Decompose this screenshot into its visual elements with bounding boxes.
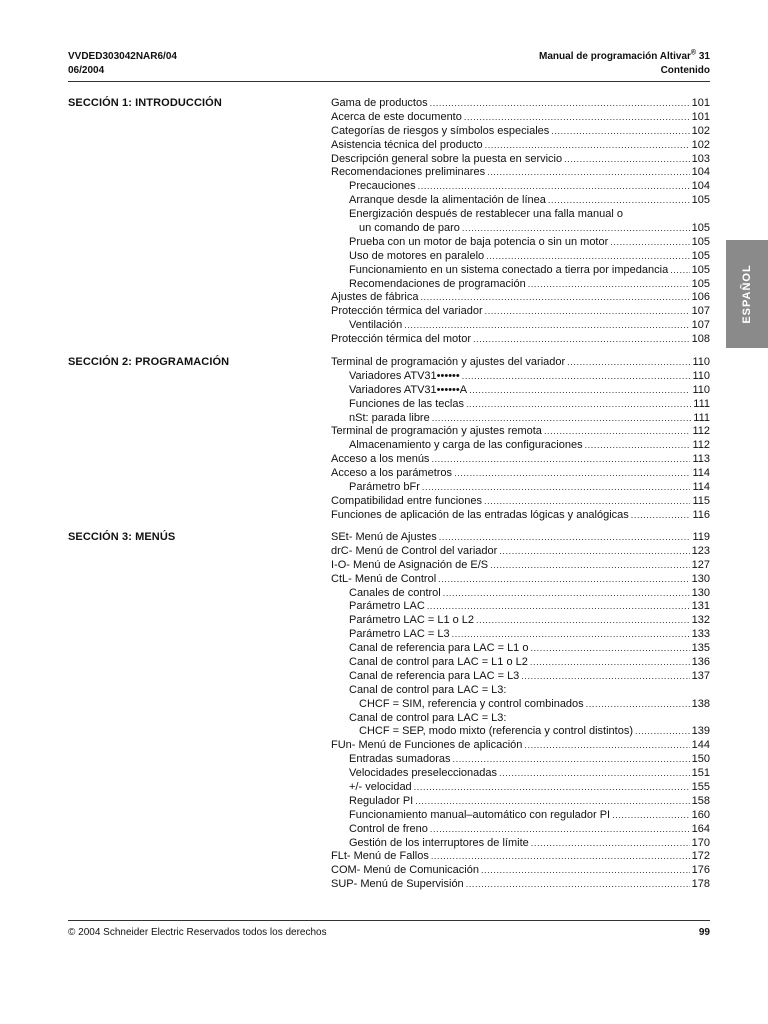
toc-entry-title: Ajustes de fábrica bbox=[331, 291, 419, 304]
toc-dot-leader bbox=[612, 809, 690, 823]
toc-entry bbox=[331, 809, 710, 823]
toc-entry-page: 112 bbox=[692, 425, 710, 438]
toc-entry-title: Entradas sumadoras bbox=[349, 753, 451, 766]
toc-entry bbox=[331, 545, 710, 559]
toc-entry bbox=[331, 305, 710, 319]
toc-entry bbox=[331, 250, 710, 264]
toc-entry bbox=[331, 495, 710, 509]
toc-entry bbox=[331, 236, 710, 250]
toc-entry bbox=[331, 795, 710, 809]
toc-dot-leader bbox=[499, 767, 690, 781]
toc-entry-page: 172 bbox=[691, 850, 710, 863]
toc-entry-page: 151 bbox=[691, 767, 710, 780]
toc-dot-leader bbox=[524, 739, 689, 753]
toc-entry-page: 130 bbox=[691, 572, 710, 585]
toc-dot-leader bbox=[567, 356, 690, 370]
toc-entry bbox=[331, 222, 710, 236]
toc-entry bbox=[331, 153, 710, 167]
toc-entry-page: 150 bbox=[691, 753, 710, 766]
toc-entry-page: 108 bbox=[691, 333, 710, 346]
toc-entry bbox=[331, 194, 710, 208]
toc-entry bbox=[331, 573, 710, 587]
toc-dot-leader bbox=[530, 642, 689, 656]
toc-dot-leader bbox=[485, 139, 690, 153]
manual-title: Manual de programación Altivar® 31 bbox=[539, 49, 710, 62]
toc-entry bbox=[331, 180, 710, 194]
toc-entry bbox=[331, 642, 710, 656]
toc-entry bbox=[331, 97, 710, 111]
section-3-toc bbox=[331, 531, 710, 892]
toc-entry-title: Protección térmica del variador bbox=[331, 305, 483, 318]
toc-dot-leader bbox=[430, 823, 690, 837]
toc-dot-leader bbox=[466, 878, 690, 892]
language-tab bbox=[726, 240, 768, 348]
toc-dot-leader bbox=[473, 333, 690, 347]
toc-entry-page: 111 bbox=[693, 411, 710, 424]
toc-entry bbox=[331, 264, 710, 278]
toc-entry-title: Gama de productos bbox=[331, 97, 428, 109]
toc-entry-page: 101 bbox=[691, 97, 710, 109]
toc-entry bbox=[331, 767, 710, 781]
toc-entry-page: 170 bbox=[691, 836, 710, 849]
toc-entry-title: Funciones de las teclas bbox=[349, 397, 464, 410]
toc-entry bbox=[331, 656, 710, 670]
toc-entry-title: Compatibilidad entre funciones bbox=[331, 494, 483, 507]
toc-entry-page: 102 bbox=[691, 138, 710, 151]
toc-entry-page: 158 bbox=[691, 794, 710, 807]
toc-entry bbox=[331, 781, 710, 795]
toc-entry-page: 105 bbox=[691, 194, 710, 207]
toc-entry-title: Prueba con un motor de baja potencia o sin un motor bbox=[349, 235, 609, 248]
toc-entry-title: I-O- Menú de Asignación de E/S bbox=[331, 558, 489, 571]
toc-entry-page: 155 bbox=[691, 781, 710, 794]
toc-entry-page: 105 bbox=[691, 222, 710, 235]
toc-dot-leader bbox=[420, 291, 689, 305]
toc-entry-page: 110 bbox=[692, 383, 710, 396]
toc-entry bbox=[331, 125, 710, 139]
toc-dot-leader bbox=[485, 305, 690, 319]
document-header-right bbox=[539, 50, 710, 78]
toc-entry-page: 105 bbox=[691, 249, 710, 262]
toc-dot-leader bbox=[521, 670, 689, 684]
toc-dot-leader bbox=[466, 398, 691, 412]
footer-divider bbox=[68, 920, 710, 921]
toc-entry bbox=[331, 356, 710, 370]
toc-entry-page: 105 bbox=[691, 263, 710, 276]
toc-entry-page: 135 bbox=[691, 642, 710, 655]
toc-entry bbox=[331, 587, 710, 601]
toc-entry-title: Variadores ATV31•••••• bbox=[349, 369, 460, 382]
header-divider bbox=[68, 81, 710, 82]
toc-entry-title: Asistencia técnica del producto bbox=[331, 138, 483, 151]
document-date: 06/2004 bbox=[68, 65, 105, 76]
toc-dot-leader bbox=[585, 439, 691, 453]
section-2-toc bbox=[331, 356, 710, 523]
toc-dot-leader bbox=[486, 250, 690, 264]
toc-entry bbox=[331, 864, 710, 878]
toc-entry-page: 176 bbox=[691, 864, 710, 877]
toc-entry-title: Gestión de los interruptores de límite bbox=[349, 836, 529, 849]
toc-entry-title: CHCF = SIM, referencia y control combinados bbox=[359, 697, 584, 710]
toc-dot-leader bbox=[439, 531, 691, 545]
toc-entry-title: Parámetro LAC = L3 bbox=[349, 628, 450, 641]
toc-dot-leader bbox=[404, 319, 689, 333]
toc-entry-title: Parámetro LAC bbox=[349, 600, 425, 613]
toc-dot-leader bbox=[418, 180, 690, 194]
toc-entry-title: Terminal de programación y ajustes del variador bbox=[331, 356, 566, 368]
toc-entry-title: nSt: parada libre bbox=[349, 411, 430, 424]
toc-entry-page: 112 bbox=[692, 439, 710, 452]
toc-entry bbox=[331, 291, 710, 305]
toc-entry-page: 131 bbox=[691, 600, 710, 613]
toc-dot-leader bbox=[452, 628, 690, 642]
toc-dot-leader bbox=[432, 412, 692, 426]
toc-entry-page: 102 bbox=[691, 124, 710, 137]
toc-entry bbox=[331, 208, 710, 222]
toc-dot-leader bbox=[431, 850, 690, 864]
toc-dot-leader bbox=[430, 97, 690, 111]
toc-entry bbox=[331, 166, 710, 180]
toc-entry-title: Protección térmica del motor bbox=[331, 333, 471, 346]
toc-dot-leader bbox=[453, 753, 690, 767]
toc-entry bbox=[331, 712, 710, 726]
toc-entry bbox=[331, 398, 710, 412]
toc-dot-leader bbox=[528, 278, 690, 292]
toc-entry-title: un comando de paro bbox=[359, 222, 460, 235]
toc-dot-leader bbox=[631, 509, 691, 523]
toc-entry-page: 116 bbox=[692, 508, 710, 521]
toc-entry-page: 139 bbox=[691, 725, 710, 738]
toc-entry-page: 105 bbox=[691, 235, 710, 248]
toc-dot-leader bbox=[610, 236, 689, 250]
language-tab-label: ESPAÑOL bbox=[741, 264, 753, 324]
footer-copyright: © 2004 Schneider Electric Reservados todos los derechos bbox=[68, 927, 327, 938]
toc-entry-title: Precauciones bbox=[349, 180, 416, 193]
toc-dot-leader bbox=[531, 837, 690, 851]
toc-entry bbox=[331, 698, 710, 712]
toc-dot-leader bbox=[564, 153, 690, 167]
toc-entry-title: CtL- Menú de Control bbox=[331, 572, 437, 585]
toc-entry-title: Recomendaciones de programación bbox=[349, 277, 526, 290]
toc-entry-title: Acerca de este documento bbox=[331, 110, 462, 123]
toc-entry bbox=[331, 850, 710, 864]
toc-entry bbox=[331, 370, 710, 384]
toc-entry-page: 114 bbox=[692, 467, 710, 480]
toc-entry-title: CHCF = SEP, modo mixto (referencia y control distintos) bbox=[359, 725, 633, 738]
toc-entry-title: FUn- Menú de Funciones de aplicación bbox=[331, 739, 523, 752]
toc-entry-title: Control de freno bbox=[349, 822, 428, 835]
toc-entry-title: Canal de referencia para LAC = L1 o bbox=[349, 642, 529, 655]
toc-entry-title: Uso de motores en paralelo bbox=[349, 249, 485, 262]
toc-entry-title: Parámetro bFr bbox=[349, 481, 420, 494]
toc-entry-page: 136 bbox=[691, 656, 710, 669]
toc-entry-title: FLt- Menú de Fallos bbox=[331, 850, 429, 863]
toc-entry bbox=[331, 384, 710, 398]
toc-dot-leader bbox=[469, 384, 690, 398]
toc-entry-title: Canal de referencia para LAC = L3 bbox=[349, 669, 520, 682]
toc-entry-page: 104 bbox=[691, 180, 710, 193]
toc-entry-title: Acceso a los parámetros bbox=[331, 467, 453, 480]
toc-entry-page: 101 bbox=[691, 110, 710, 123]
toc-dot-leader bbox=[499, 545, 689, 559]
section-1-toc bbox=[331, 97, 710, 347]
toc-dot-leader bbox=[415, 795, 689, 809]
toc-dot-leader bbox=[670, 264, 689, 278]
toc-entry bbox=[331, 628, 710, 642]
toc-entry-page: 160 bbox=[691, 808, 710, 821]
toc-entry-title: drC- Menú de Control del variador bbox=[331, 544, 498, 557]
section-3-title: SECCIÓN 3: MENÚS bbox=[68, 531, 176, 543]
toc-entry-page: 104 bbox=[691, 166, 710, 179]
toc-entry-title: Acceso a los menús bbox=[331, 453, 430, 466]
toc-dot-leader bbox=[551, 125, 689, 139]
toc-entry-page: 130 bbox=[691, 586, 710, 599]
toc-dot-leader bbox=[462, 222, 690, 236]
toc-entry-page: 107 bbox=[691, 319, 710, 332]
toc-dot-leader bbox=[443, 587, 690, 601]
toc-entry-page: 113 bbox=[692, 453, 710, 466]
toc-entry bbox=[331, 333, 710, 347]
toc-entry-title: Recomendaciones preliminares bbox=[331, 166, 486, 179]
toc-entry bbox=[331, 139, 710, 153]
toc-dot-leader bbox=[454, 467, 690, 481]
toc-entry bbox=[331, 319, 710, 333]
toc-entry bbox=[331, 509, 710, 523]
toc-dot-leader bbox=[484, 495, 690, 509]
toc-entry-title: Variadores ATV31••••••A bbox=[349, 383, 468, 396]
toc-entry bbox=[331, 467, 710, 481]
toc-dot-leader bbox=[548, 194, 690, 208]
toc-dot-leader bbox=[422, 481, 691, 495]
toc-entry-title: Categorías de riesgos y símbolos especiales bbox=[331, 124, 550, 137]
toc-entry bbox=[331, 878, 710, 892]
toc-entry-page: 114 bbox=[692, 481, 710, 494]
toc-entry bbox=[331, 531, 710, 545]
toc-entry bbox=[331, 739, 710, 753]
toc-entry-page: 119 bbox=[692, 531, 710, 543]
toc-entry-title: Velocidades preseleccionadas bbox=[349, 767, 497, 780]
toc-entry-title: Canal de control para LAC = L1 o L2 bbox=[349, 656, 528, 669]
toc-entry bbox=[331, 453, 710, 467]
page-number: 99 bbox=[698, 927, 710, 938]
toc-dot-leader bbox=[438, 573, 689, 587]
toc-entry-title: Parámetro LAC = L1 o L2 bbox=[349, 614, 475, 627]
toc-entry-page: 164 bbox=[691, 822, 710, 835]
section-1-title: SECCIÓN 1: INTRODUCCIÓN bbox=[68, 97, 222, 109]
toc-entry bbox=[331, 837, 710, 851]
toc-entry-title: Canales de control bbox=[349, 586, 441, 599]
toc-entry-page: 178 bbox=[691, 878, 710, 891]
toc-dot-leader bbox=[476, 614, 690, 628]
toc-entry-page: 144 bbox=[691, 739, 710, 752]
toc-entry bbox=[331, 753, 710, 767]
toc-entry-page: 103 bbox=[691, 152, 710, 165]
toc-entry-title: SEt- Menú de Ajustes bbox=[331, 531, 437, 543]
toc-entry-title: Terminal de programación y ajustes remota bbox=[331, 425, 542, 438]
toc-entry-title: Energización después de restablecer una falla manual o bbox=[349, 208, 623, 221]
toc-entry-title: Canal de control para LAC = L3: bbox=[349, 683, 507, 696]
toc-entry-page: 106 bbox=[691, 291, 710, 304]
toc-entry bbox=[331, 425, 710, 439]
toc-dot-leader bbox=[431, 453, 690, 467]
toc-entry-title: +/- velocidad bbox=[349, 781, 412, 794]
toc-entry-page: 110 bbox=[692, 356, 710, 368]
toc-entry-page: 137 bbox=[691, 669, 710, 682]
toc-entry-title: Arranque desde la alimentación de línea bbox=[349, 194, 546, 207]
toc-dot-leader bbox=[487, 166, 690, 180]
toc-entry bbox=[331, 481, 710, 495]
toc-entry-page: 127 bbox=[691, 558, 710, 571]
toc-dot-leader bbox=[462, 370, 691, 384]
toc-dot-leader bbox=[414, 781, 690, 795]
toc-entry-title: Canal de control para LAC = L3: bbox=[349, 711, 507, 724]
toc-entry-title: Ventilación bbox=[349, 319, 403, 332]
toc-entry-title: Funcionamiento manual–automático con regulador PI bbox=[349, 808, 611, 821]
toc-entry bbox=[331, 614, 710, 628]
toc-entry bbox=[331, 725, 710, 739]
header-section-name: Contenido bbox=[660, 65, 710, 76]
toc-entry-page: 132 bbox=[691, 614, 710, 627]
toc-dot-leader bbox=[464, 111, 690, 125]
toc-dot-leader bbox=[530, 656, 690, 670]
toc-dot-leader bbox=[490, 559, 689, 573]
toc-entry bbox=[331, 111, 710, 125]
toc-entry bbox=[331, 559, 710, 573]
toc-entry-title: Funcionamiento en un sistema conectado a tierra por impedancia bbox=[349, 263, 669, 276]
toc-entry-page: 110 bbox=[692, 369, 710, 382]
toc-entry-title: Descripción general sobre la puesta en servicio bbox=[331, 152, 563, 165]
toc-dot-leader bbox=[586, 698, 690, 712]
toc-entry-page: 107 bbox=[691, 305, 710, 318]
toc-dot-leader bbox=[635, 725, 690, 739]
toc-entry-page: 133 bbox=[691, 628, 710, 641]
toc-dot-leader bbox=[544, 425, 691, 439]
toc-entry-title: Regulador PI bbox=[349, 794, 414, 807]
toc-entry-page: 105 bbox=[691, 277, 710, 290]
toc-entry-page: 115 bbox=[692, 494, 710, 507]
toc-entry bbox=[331, 439, 710, 453]
toc-entry bbox=[331, 684, 710, 698]
document-header-left bbox=[68, 50, 177, 78]
toc-entry bbox=[331, 600, 710, 614]
document-code: VVDED303042NAR6/04 bbox=[68, 51, 177, 62]
toc-entry bbox=[331, 278, 710, 292]
toc-entry-page: 111 bbox=[693, 397, 710, 410]
toc-entry bbox=[331, 670, 710, 684]
toc-entry-page: 123 bbox=[691, 544, 710, 557]
toc-entry-page: 138 bbox=[691, 697, 710, 710]
toc-entry-title: Almacenamiento y carga de las configuraciones bbox=[349, 439, 583, 452]
section-2-title: SECCIÓN 2: PROGRAMACIÓN bbox=[68, 356, 230, 368]
toc-dot-leader bbox=[481, 864, 690, 878]
toc-entry-title: Funciones de aplicación de las entradas lógicas y analógicas bbox=[331, 508, 629, 521]
toc-entry bbox=[331, 412, 710, 426]
toc-entry bbox=[331, 823, 710, 837]
toc-dot-leader bbox=[427, 600, 690, 614]
toc-entry-title: SUP- Menú de Supervisión bbox=[331, 878, 464, 891]
toc-entry-title: COM- Menú de Comunicación bbox=[331, 864, 479, 877]
